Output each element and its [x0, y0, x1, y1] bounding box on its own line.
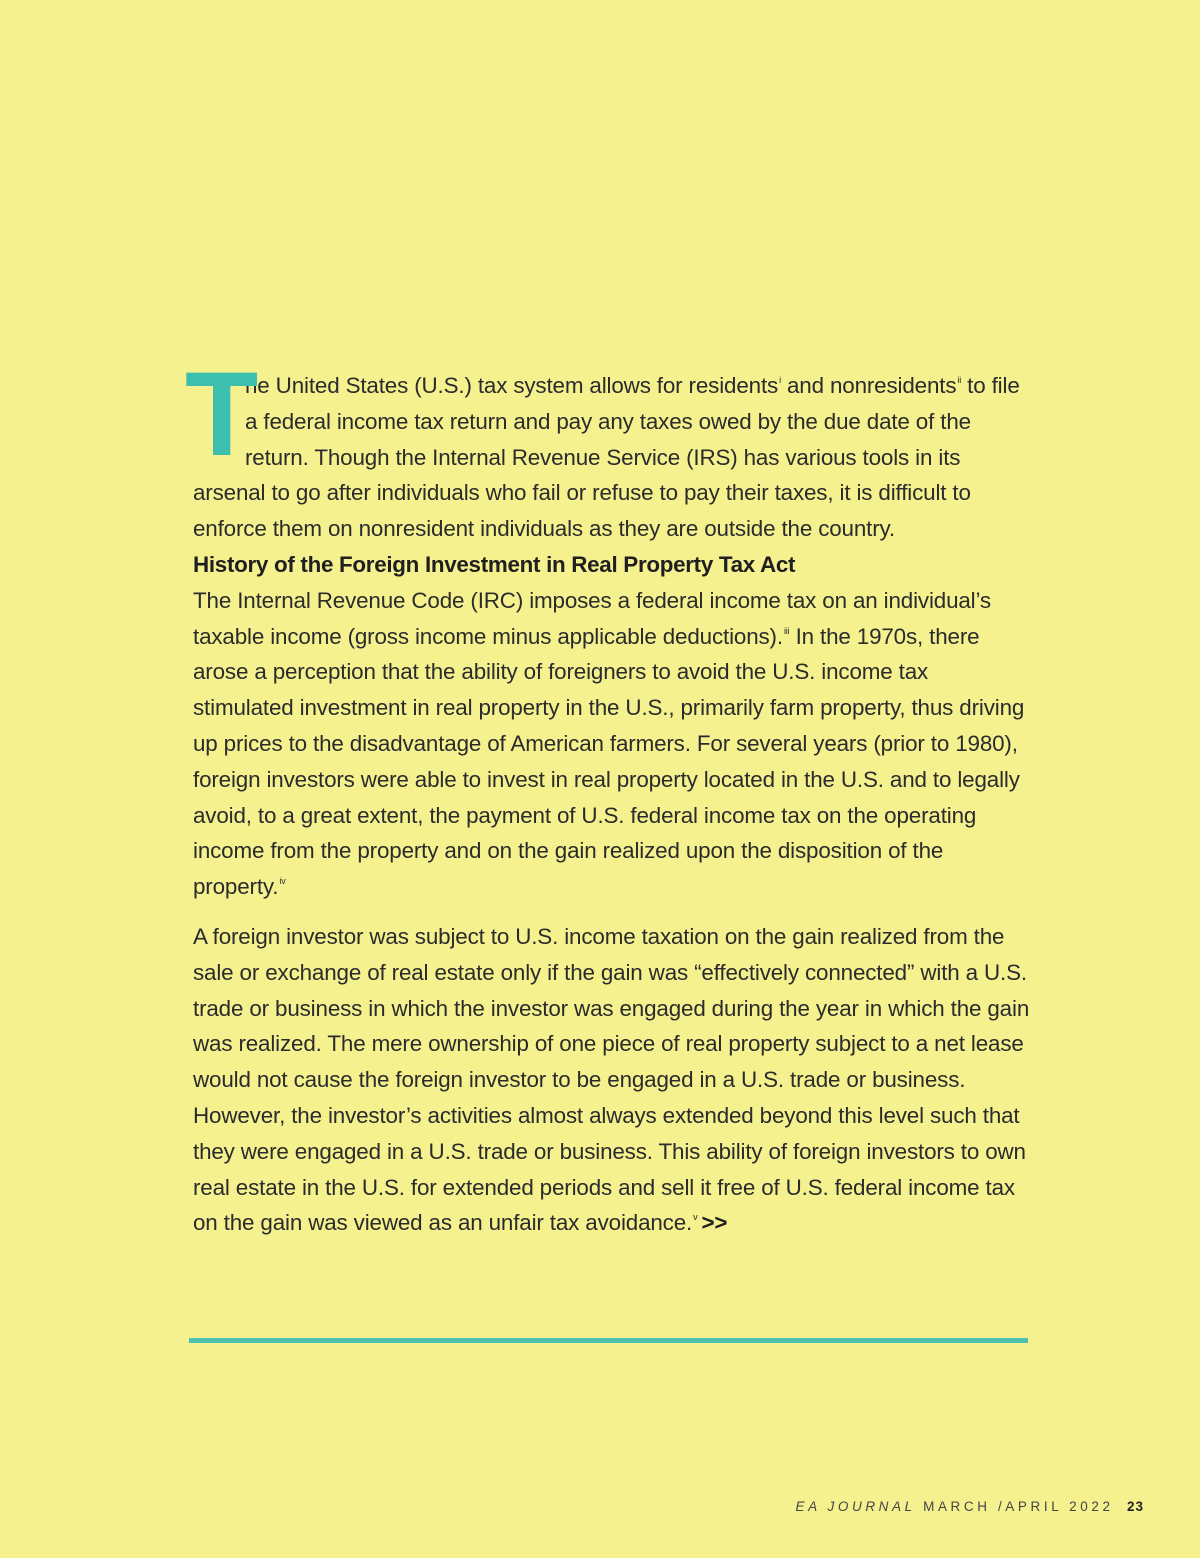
footnote-ref-i[interactable]: i: [779, 375, 781, 385]
drop-cap: [185, 347, 259, 481]
paragraph-1: [193, 583, 1033, 905]
continue-arrow[interactable]: >>: [701, 1210, 728, 1236]
footnote-ref-iii[interactable]: iii: [783, 625, 790, 636]
intro-text-2: and nonresidents: [780, 373, 957, 398]
intro-text-1: he United States (U.S.) tax system allows for residents: [245, 373, 779, 398]
drop-cap-letter: T: [185, 347, 259, 481]
footnote-ref-iv[interactable]: iv: [279, 876, 286, 887]
section-divider: [189, 1338, 1028, 1343]
paragraph-2-text: A foreign investor was subject to U.S. income taxation on the gain realized from the sale or exchange of real estate only if the gain was “effectively connected” with a U.S. trade or business in which the investor was engaged during the year in which the gain was realized. The mere ownership of one piece of real property subject to a net lease would not cause the foreign investor to be engaged in a U.S. trade or business. However, the investor’s activities almost always extended beyond this level such that they were engaged in a U.S. trade or business. This ability of foreign investors to own real estate in the U.S. for extended periods and sell it free of U.S. federal income tax on the gain was viewed as an unfair tax avoidance.: [193, 923, 1030, 1236]
page-number: 23: [1126, 1499, 1144, 1514]
paragraph-1-text-1: The Internal Revenue Code (IRC) imposes a federal income tax on an individual’s taxable income (gross income minus applicable deductions).: [193, 587, 991, 649]
article-body: [185, 347, 1033, 1241]
issue-date: MARCH /APRIL 2022: [923, 1499, 1114, 1514]
journal-name: EA JOURNAL: [795, 1499, 916, 1514]
intro-paragraph: [185, 347, 1033, 547]
paragraph-2: [193, 919, 1033, 1241]
intro-text-3: to file a federal income tax return and pay any taxes owed by the due date of the return. Though the Internal Revenue Service (IRS) has various tools in its arsenal to go after individuals who fail or refuse to pay their taxes, it is difficult to enforce them on nonresident individuals as they are outside the country.: [193, 373, 1020, 542]
page-footer: [795, 1499, 1144, 1514]
footnote-ref-v[interactable]: v: [693, 1212, 698, 1223]
section-heading: History of the Foreign Investment in Real Property Tax Act: [193, 551, 796, 577]
footnote-ref-ii[interactable]: ii: [957, 375, 962, 385]
paragraph-1-text-2: In the 1970s, there arose a perception that the ability of foreigners to avoid the U.S. income tax stimulated investment in real property in the U.S., primarily farm property, thus driving up prices to the disadvantage of American farmers. For several years (prior to 1980), foreign investors were able to invest in real property located in the U.S. and to legally avoid, to a great extent, the payment of U.S. federal income tax on the operating income from the property and on the gain realized upon the disposition of the property.: [193, 623, 1025, 900]
